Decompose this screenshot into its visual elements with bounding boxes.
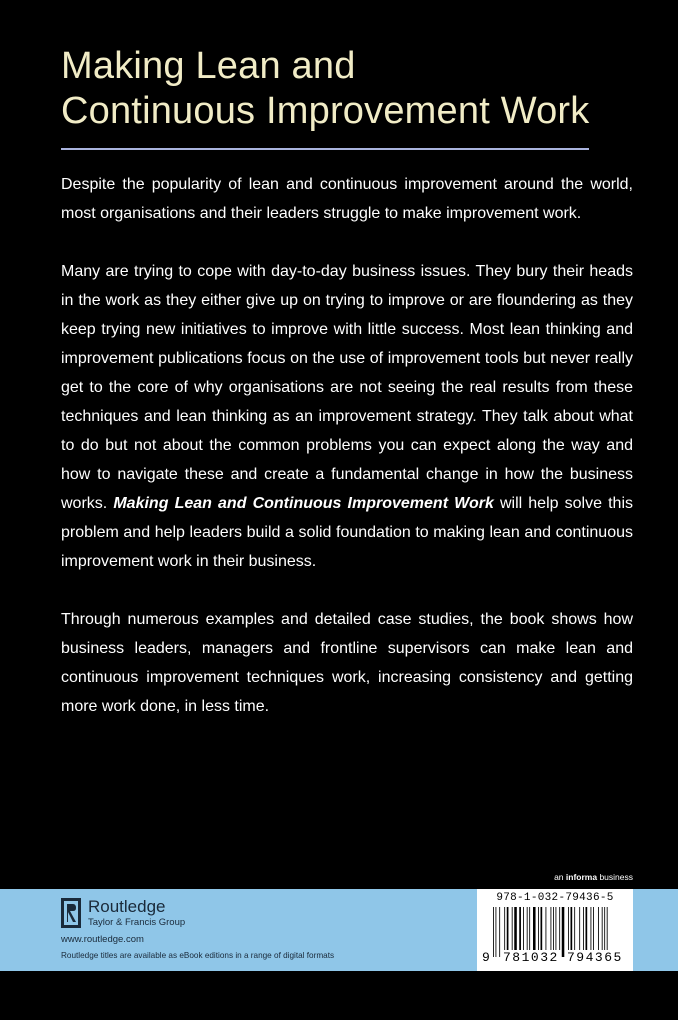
- ebook-note: Routledge titles are available as eBook editions in a range of digital formats: [61, 951, 335, 960]
- blurb-paragraph-2-text-a: Many are trying to cope with day-to-day business issues. They bury their heads in the work as they either give up on trying to improve or are floundering as they keep trying new initiatives to improve with little success. Most lean thinking and improvement publications focus on the use of improvement tools but never really get to the core of why organisations are not seeing the real results from these techniques and lean thinking as an improvement strategy. They talk about what to do but not about the common problems you can expect along the way and how to navigate these and create a fundamental change in how the business works.: [61, 263, 633, 512]
- isbn-digits-group-1: 781032: [503, 950, 559, 965]
- blurb-book-title: Making Lean and Continuous Improvement Work: [113, 495, 494, 512]
- book-title: [61, 44, 641, 134]
- informa-suffix: business: [597, 872, 633, 882]
- isbn-hyphenated: 978-1-032-79436-5: [496, 892, 614, 904]
- title-line-1: Making Lean and: [61, 45, 356, 87]
- routledge-logo-icon: [61, 898, 81, 928]
- title-line-2: Continuous Improvement Work: [61, 90, 590, 132]
- blurb-paragraph-2-text-b: will help solve this problem and help leaders build a solid foundation to making lean and continuous improvement work in their business.: [61, 495, 633, 570]
- publisher-url: www.routledge.com: [61, 934, 144, 945]
- blurb-paragraph-1: Despite the popularity of lean and continuous improvement around the world, most organisations and their leaders struggle to make improvement work.: [61, 176, 633, 222]
- isbn-digit-first: 9: [482, 950, 490, 965]
- blurb-paragraph-3: Through numerous examples and detailed case studies, the book shows how business leaders, managers and frontline supervisors can make lean and continuous improvement techniques work, increasing consistency and getting more work done, in less time.: [61, 611, 633, 715]
- informa-prefix: an: [554, 872, 566, 882]
- informa-tagline: [554, 872, 633, 882]
- title-divider: [61, 148, 589, 150]
- isbn-barcode-box: [477, 889, 633, 971]
- blurb: [61, 170, 633, 750]
- informa-brand: informa: [565, 872, 598, 882]
- publisher-name: Routledge: [88, 897, 166, 916]
- publisher-group: Taylor & Francis Group: [88, 917, 186, 928]
- blurb-paragraph-2: [61, 257, 633, 576]
- isbn-digits-group-2: 794365: [567, 950, 623, 965]
